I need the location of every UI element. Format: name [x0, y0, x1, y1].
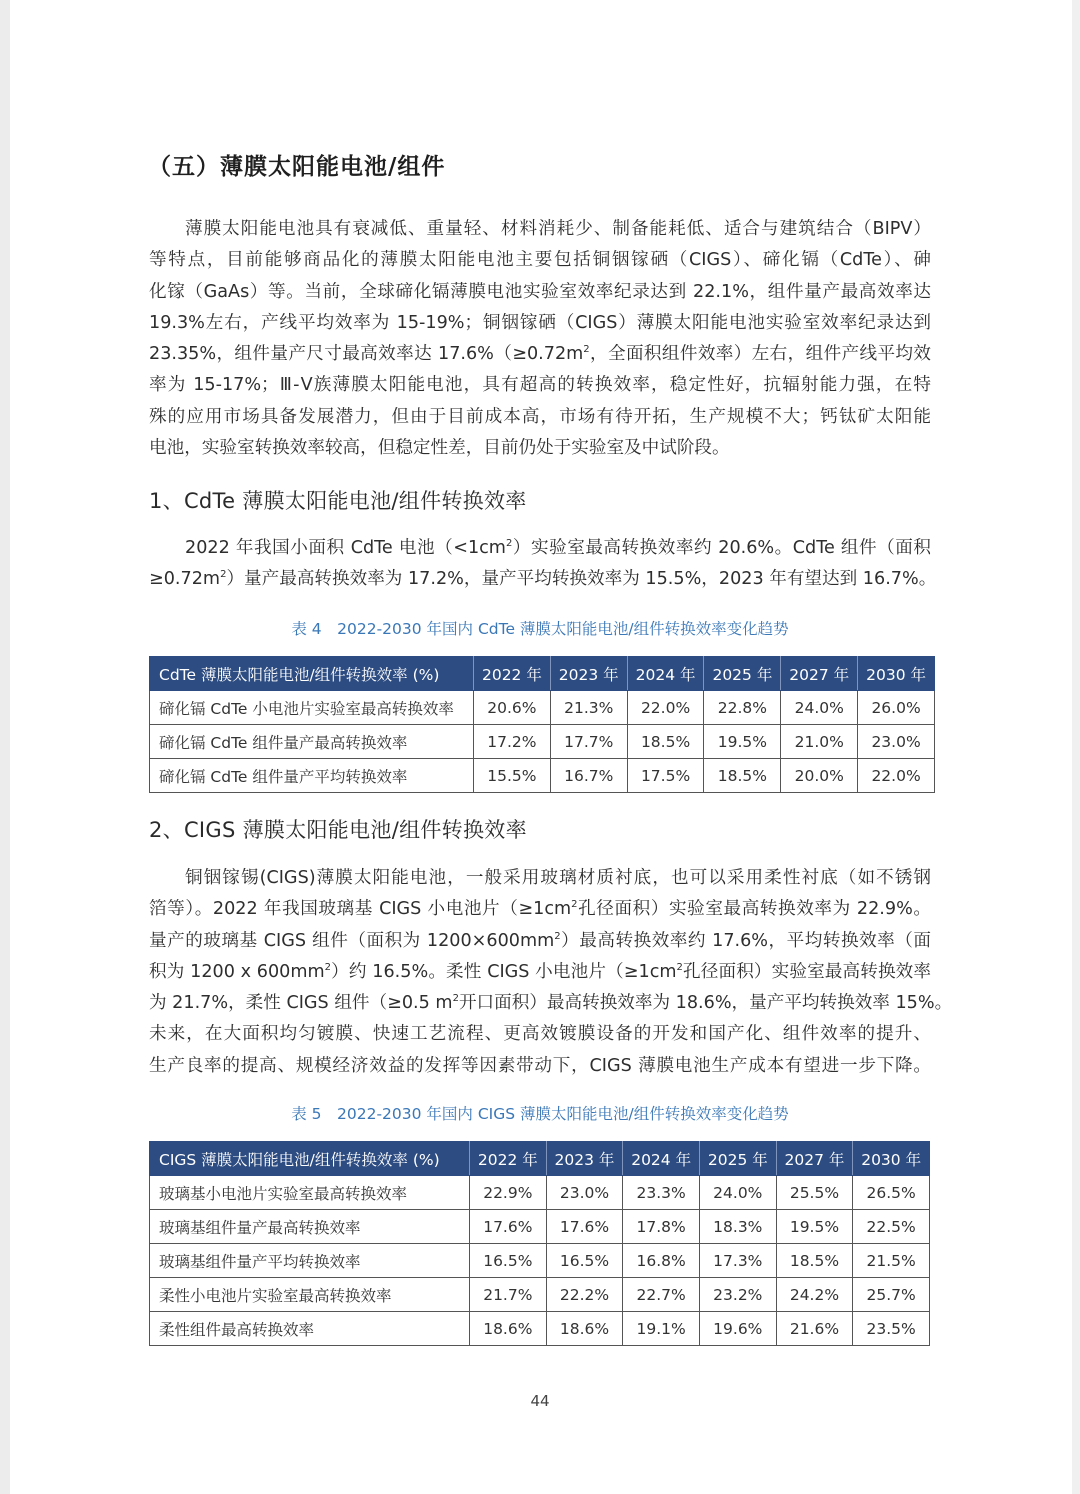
table-cell: 23.5% — [853, 1312, 930, 1346]
cigs-line — [149, 926, 931, 957]
table-cell: 16.5% — [546, 1244, 623, 1278]
superscript: 2 — [452, 993, 459, 1005]
cigs-line-part: 开口面积）最高转换效率为 18.6%，量产平均转换效率 15%。 — [458, 993, 953, 1014]
column-header: 2023 年 — [550, 657, 627, 691]
table-cell: 16.5% — [470, 1244, 547, 1278]
cigs-line-part: 孔径面积）实验室最高转换效率为 22.9%。 — [577, 899, 931, 920]
row-label: 碲化镉 CdTe 组件量产平均转换效率 — [150, 759, 474, 793]
table-cell: 17.7% — [550, 725, 627, 759]
superscript: 2 — [583, 344, 590, 356]
table-cell: 26.0% — [858, 691, 935, 725]
table-cell: 22.9% — [470, 1176, 547, 1210]
table-cell: 17.5% — [627, 759, 704, 793]
cdte-line-part: ）实验室最高转换效率约 20.6%。CdTe 组件（面积 — [512, 538, 931, 558]
cdte-efficiency-table — [149, 656, 935, 793]
page-number: 44 — [530, 1392, 550, 1410]
superscript: 2 — [324, 962, 332, 974]
cigs-line — [149, 988, 953, 1019]
column-header: CIGS 薄膜太阳能电池/组件转换效率 (%) — [150, 1142, 470, 1176]
column-header: 2025 年 — [699, 1142, 776, 1176]
cigs-line-part: 为 21.7%，柔性 CIGS 组件（≥0.5 m — [149, 993, 453, 1014]
table-row — [150, 725, 935, 759]
cigs-line: 生产良率的提高、规模经济效益的发挥等因素带动下，CIGS 薄膜电池生产成本有望进一步下降。 — [149, 1055, 931, 1076]
column-header: 2030 年 — [858, 657, 935, 691]
table-cell: 18.5% — [627, 725, 704, 759]
intro-line-part: 23.35%，组件量产尺寸最高效率达 17.6%（≥0.72m — [149, 344, 584, 365]
table-cell: 19.6% — [699, 1312, 776, 1346]
table-cell: 26.5% — [853, 1176, 930, 1210]
table-5-caption: 表 5 2022-2030 年国内 CIGS 薄膜太阳能电池/组件转换效率变化趋势 — [291, 1105, 789, 1123]
column-header: 2022 年 — [470, 1142, 547, 1176]
table-cell: 23.2% — [699, 1278, 776, 1312]
table-cell: 23.3% — [623, 1176, 700, 1210]
superscript: 2 — [220, 569, 227, 581]
page-edge-shadow-left — [0, 0, 10, 1494]
table-cell: 17.3% — [699, 1244, 776, 1278]
cdte-line — [149, 564, 937, 595]
table-cell: 23.0% — [546, 1176, 623, 1210]
cigs-heading: 2、CIGS 薄膜太阳能电池/组件转换效率 — [149, 818, 527, 842]
table-cell: 18.5% — [704, 759, 781, 793]
cigs-line-part: 积为 1200 x 600mm — [149, 961, 325, 982]
superscript: 2 — [571, 899, 578, 911]
table-row — [150, 1176, 930, 1210]
column-header: 2030 年 — [853, 1142, 930, 1176]
table-row — [150, 1278, 930, 1312]
table-cell: 21.5% — [853, 1244, 930, 1278]
cdte-line-part: ）量产最高转换效率为 17.2%，量产平均转换效率为 15.5%，2023 年有望达到 16.7%。 — [226, 569, 937, 590]
table-cell: 21.7% — [470, 1278, 547, 1312]
cdte-heading: 1、CdTe 薄膜太阳能电池/组件转换效率 — [149, 489, 527, 513]
intro-paragraph — [149, 214, 931, 464]
cigs-line — [149, 894, 931, 925]
table-cell: 17.8% — [623, 1210, 700, 1244]
table-cell: 18.6% — [546, 1312, 623, 1346]
row-label: 玻璃基组件量产最高转换效率 — [150, 1210, 470, 1244]
table-cell: 22.7% — [623, 1278, 700, 1312]
table-cell: 24.0% — [699, 1176, 776, 1210]
table-header-row — [150, 657, 935, 691]
table-4-caption: 表 4 2022-2030 年国内 CdTe 薄膜太阳能电池/组件转换效率变化趋势 — [291, 620, 789, 638]
row-label: 柔性小电池片实验室最高转换效率 — [150, 1278, 470, 1312]
table-cell: 21.3% — [550, 691, 627, 725]
intro-line: 电池，实验室转换效率较高，但稳定性差，目前仍处于实验室及中试阶段。 — [149, 438, 730, 459]
intro-line-part: ，全面积组件效率）左右，组件产线平均效 — [589, 344, 931, 365]
table-cell: 18.6% — [470, 1312, 547, 1346]
cigs-line-part: ）最高转换效率约 17.6%，平均转换效率（面 — [560, 930, 931, 951]
cdte-paragraph — [149, 533, 937, 596]
table-cell: 16.7% — [550, 759, 627, 793]
section-title: （五）薄膜太阳能电池/组件 — [148, 154, 446, 180]
table-header-row — [150, 1142, 930, 1176]
intro-line: 19.3%左右，产线平均效率为 15-19%；铜铟镓硒（CIGS）薄膜太阳能电池实验室效率纪录达到 — [149, 312, 931, 333]
table-cell: 25.5% — [776, 1176, 853, 1210]
table-cell: 24.2% — [776, 1278, 853, 1312]
row-label: 玻璃基小电池片实验室最高转换效率 — [150, 1176, 470, 1210]
column-header: 2025 年 — [704, 657, 781, 691]
cdte-line-part: 2022 年我国小面积 CdTe 电池（<1cm — [185, 538, 506, 558]
cigs-efficiency-table — [149, 1141, 930, 1346]
column-header: 2024 年 — [623, 1142, 700, 1176]
intro-line: 薄膜太阳能电池具有衰减低、重量轻、材料消耗少、制备能耗低、适合与建筑结合（BIPV） — [185, 219, 931, 239]
row-label: 柔性组件最高转换效率 — [150, 1312, 470, 1346]
table-row — [150, 759, 935, 793]
table-cell: 21.6% — [776, 1312, 853, 1346]
cigs-paragraph — [149, 863, 953, 1082]
row-label: 碲化镉 CdTe 小电池片实验室最高转换效率 — [150, 691, 474, 725]
table-cell: 19.1% — [623, 1312, 700, 1346]
table-cell: 21.0% — [781, 725, 858, 759]
table-row — [150, 1210, 930, 1244]
intro-line: 殊的应用市场具备发展潜力，但由于目前成本高，市场有待开拓，生产规模不大；钙钛矿太阳能 — [149, 406, 931, 427]
cigs-line-part: ）约 16.5%。柔性 CIGS 小电池片（≥1cm — [331, 961, 677, 982]
cigs-line-part: 量产的玻璃基 CIGS 组件（面积为 1200×600mm — [149, 930, 555, 951]
superscript: 2 — [554, 930, 561, 942]
cigs-line — [149, 957, 931, 988]
column-header: 2027 年 — [776, 1142, 853, 1176]
table-cell: 17.6% — [546, 1210, 623, 1244]
table-cell: 17.6% — [470, 1210, 547, 1244]
intro-line: 等特点，目前能够商品化的薄膜太阳能电池主要包括铜铟镓硒（CIGS）、碲化镉（CdTe）、砷 — [149, 250, 931, 271]
table-cell: 25.7% — [853, 1278, 930, 1312]
table-cell: 23.0% — [858, 725, 935, 759]
table-cell: 19.5% — [704, 725, 781, 759]
table-cell: 22.5% — [853, 1210, 930, 1244]
cdte-line — [149, 533, 931, 564]
table-cell: 18.3% — [699, 1210, 776, 1244]
superscript: 2 — [505, 538, 513, 550]
table-cell: 18.5% — [776, 1244, 853, 1278]
cigs-line: 铜铟镓锡(CIGS)薄膜太阳能电池，一般采用玻璃材质衬底，也可以采用柔性衬底（如不锈钢 — [185, 868, 931, 888]
table-cell: 22.2% — [546, 1278, 623, 1312]
cigs-line-part: 孔径面积）实验室最高转换效率 — [682, 961, 931, 982]
table-cell: 22.0% — [627, 691, 704, 725]
row-label: 玻璃基组件量产平均转换效率 — [150, 1244, 470, 1278]
intro-line: 化镓（GaAs）等。当前，全球碲化镉薄膜电池实验室效率纪录达到 22.1%，组件量产最高效率达 — [149, 281, 931, 302]
column-header: CdTe 薄膜太阳能电池/组件转换效率 (%) — [150, 657, 474, 691]
cdte-line-part: ≥0.72m — [149, 569, 221, 590]
column-header: 2024 年 — [627, 657, 704, 691]
table-cell: 15.5% — [474, 759, 551, 793]
table-row — [150, 1244, 930, 1278]
table-row — [150, 691, 935, 725]
table-cell: 16.8% — [623, 1244, 700, 1278]
cigs-line: 未来，在大面积均匀镀膜、快速工艺流程、更高效镀膜设备的开发和国产化、组件效率的提升、 — [149, 1024, 931, 1045]
table-cell: 17.2% — [474, 725, 551, 759]
column-header: 2027 年 — [781, 657, 858, 691]
superscript: 2 — [676, 962, 683, 974]
table-cell: 24.0% — [781, 691, 858, 725]
table-cell: 19.5% — [776, 1210, 853, 1244]
intro-line: 率为 15-17%；Ⅲ-Ⅴ族薄膜太阳能电池，具有超高的转换效率，稳定性好，抗辐射能力强，在特 — [149, 375, 931, 396]
column-header: 2023 年 — [546, 1142, 623, 1176]
table-cell: 20.6% — [474, 691, 551, 725]
row-label: 碲化镉 CdTe 组件量产最高转换效率 — [150, 725, 474, 759]
column-header: 2022 年 — [474, 657, 551, 691]
table-cell: 20.0% — [781, 759, 858, 793]
cigs-line-part: 箔等）。2022 年我国玻璃基 CIGS 小电池片（≥1cm — [149, 899, 572, 920]
intro-line — [149, 339, 931, 370]
table-cell: 22.8% — [704, 691, 781, 725]
table-row — [150, 1312, 930, 1346]
table-cell: 22.0% — [858, 759, 935, 793]
page-edge-shadow-right — [1072, 0, 1080, 1494]
